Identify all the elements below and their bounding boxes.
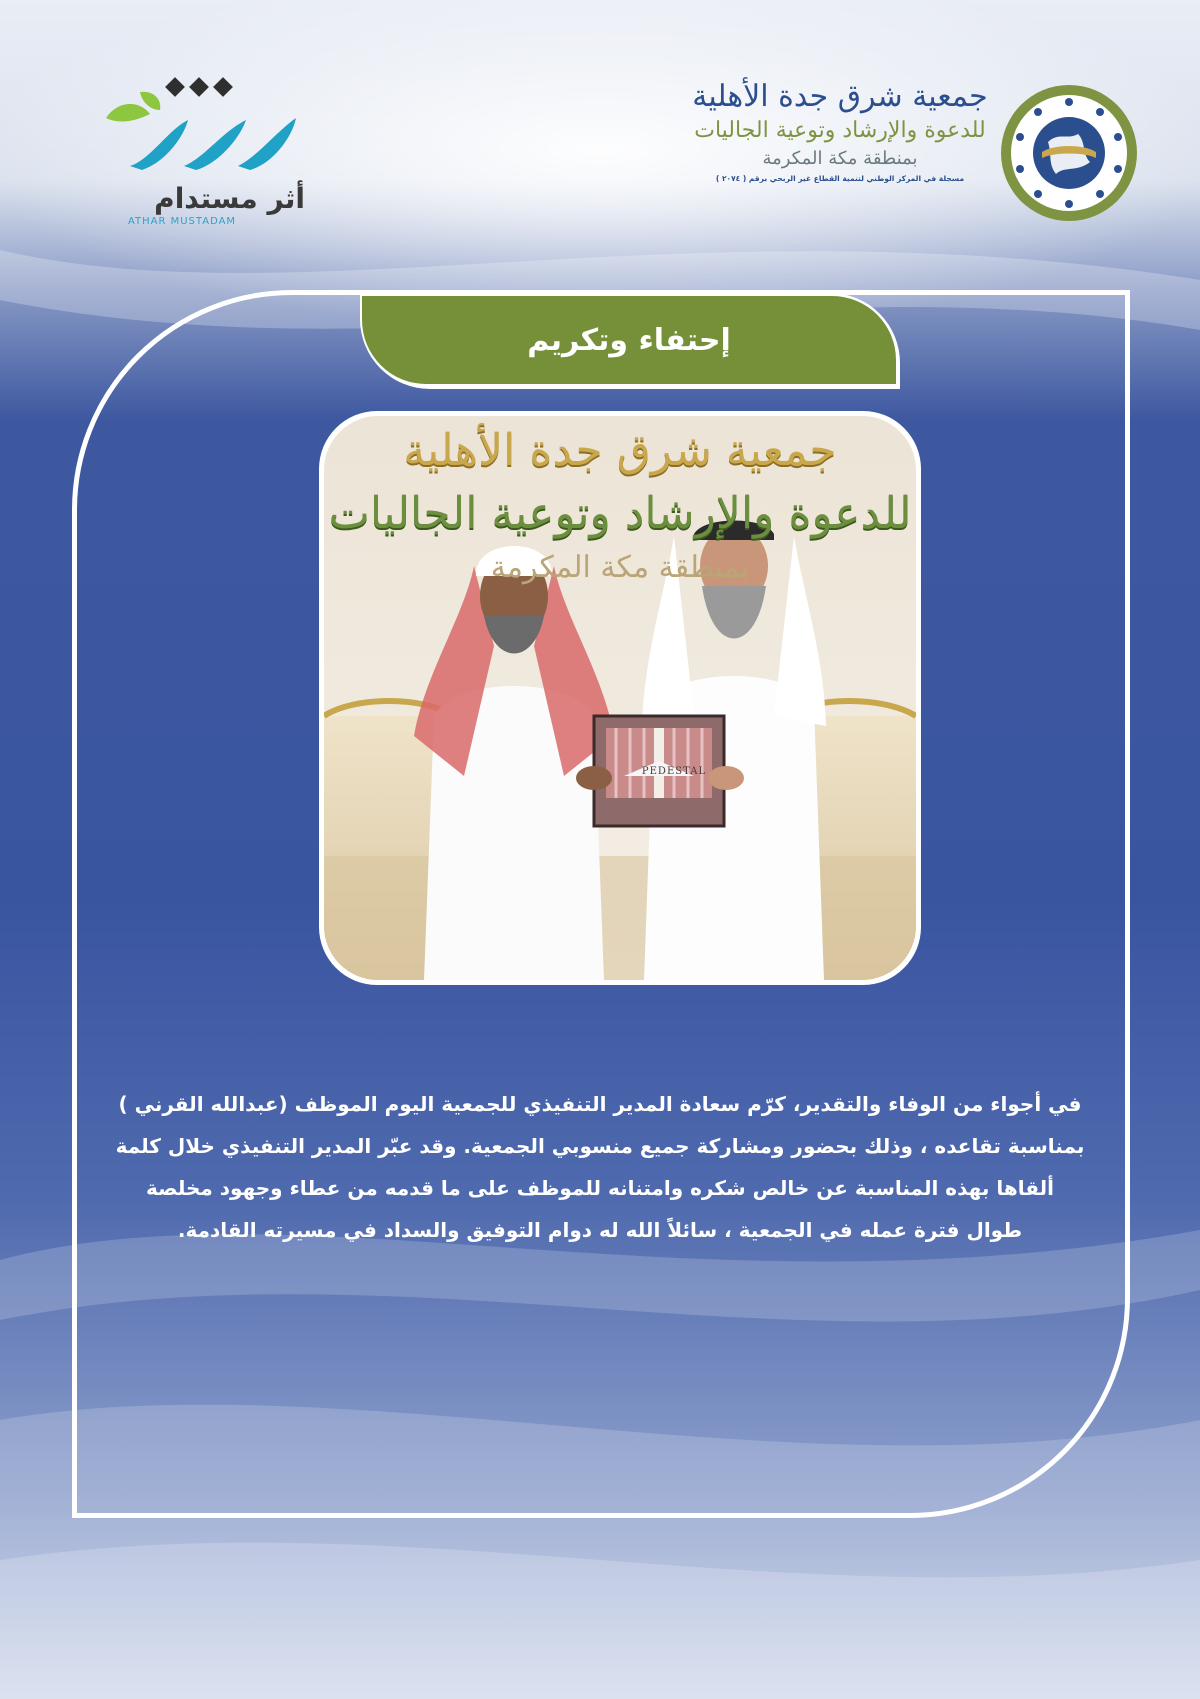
header (0, 0, 1200, 250)
athar-logo-subtitle: ATHAR MUSTADAM (127, 216, 237, 227)
article-line-2: بمناسبة تقاعده ، وذلك بحضور ومشاركة جميع منسوبي الجمعية. وقد عبّر المدير التنفيذي خلال كلمة (115, 1134, 1085, 1158)
photo-banner-line3: بمنطقة مكة المكرمة (490, 550, 750, 585)
article-line-1: في أجواء من الوفاء والتقدير، كرّم سعادة المدير التنفيذي للجمعية اليوم الموظف (عبدالله القرني ) (118, 1092, 1082, 1116)
article-line-4: طوال فترة عمله في الجمعية ، سائلاً الله له دوام التوفيق والسداد في مسيرته القادمة. (177, 1218, 1023, 1242)
ceremony-photo-illustration (324, 416, 916, 980)
athar-logo-mark-icon (100, 70, 310, 180)
association-tagline: للدعوة والإرشاد وتوعية الجاليات (694, 118, 986, 143)
section-title: إحتفاء وتكريم (527, 322, 731, 358)
association-globe-emblem-icon (998, 82, 1140, 224)
article-line-3: ألقاها بهذه المناسبة عن خالص شكره وامتنانه للموظف على ما قدمه من عطاء وجهود مخلصة (146, 1176, 1054, 1200)
article-body (90, 1083, 1110, 1251)
athar-mustadam-logo (100, 70, 310, 230)
section-title-box (362, 296, 896, 384)
photo-banner-line2: للدعوة والإرشاد وتوعية الجاليات (328, 488, 912, 539)
gift-box-label: PEDESTAL (641, 766, 707, 777)
photo-banner-line1: جمعية شرق جدة الأهلية (403, 425, 837, 476)
association-logo (690, 70, 1140, 230)
association-region: بمنطقة مكة المكرمة (762, 148, 918, 169)
athar-logo-name: أثر مستدام (154, 182, 305, 215)
association-name: جمعية شرق جدة الأهلية (692, 79, 988, 114)
ceremony-photo (324, 416, 916, 980)
association-registration: مسجلة في المركز الوطني لتنمية القطاع غير الربحي برقم ( ٢٠٧٤ ) (715, 174, 965, 183)
association-name-block (690, 78, 990, 186)
